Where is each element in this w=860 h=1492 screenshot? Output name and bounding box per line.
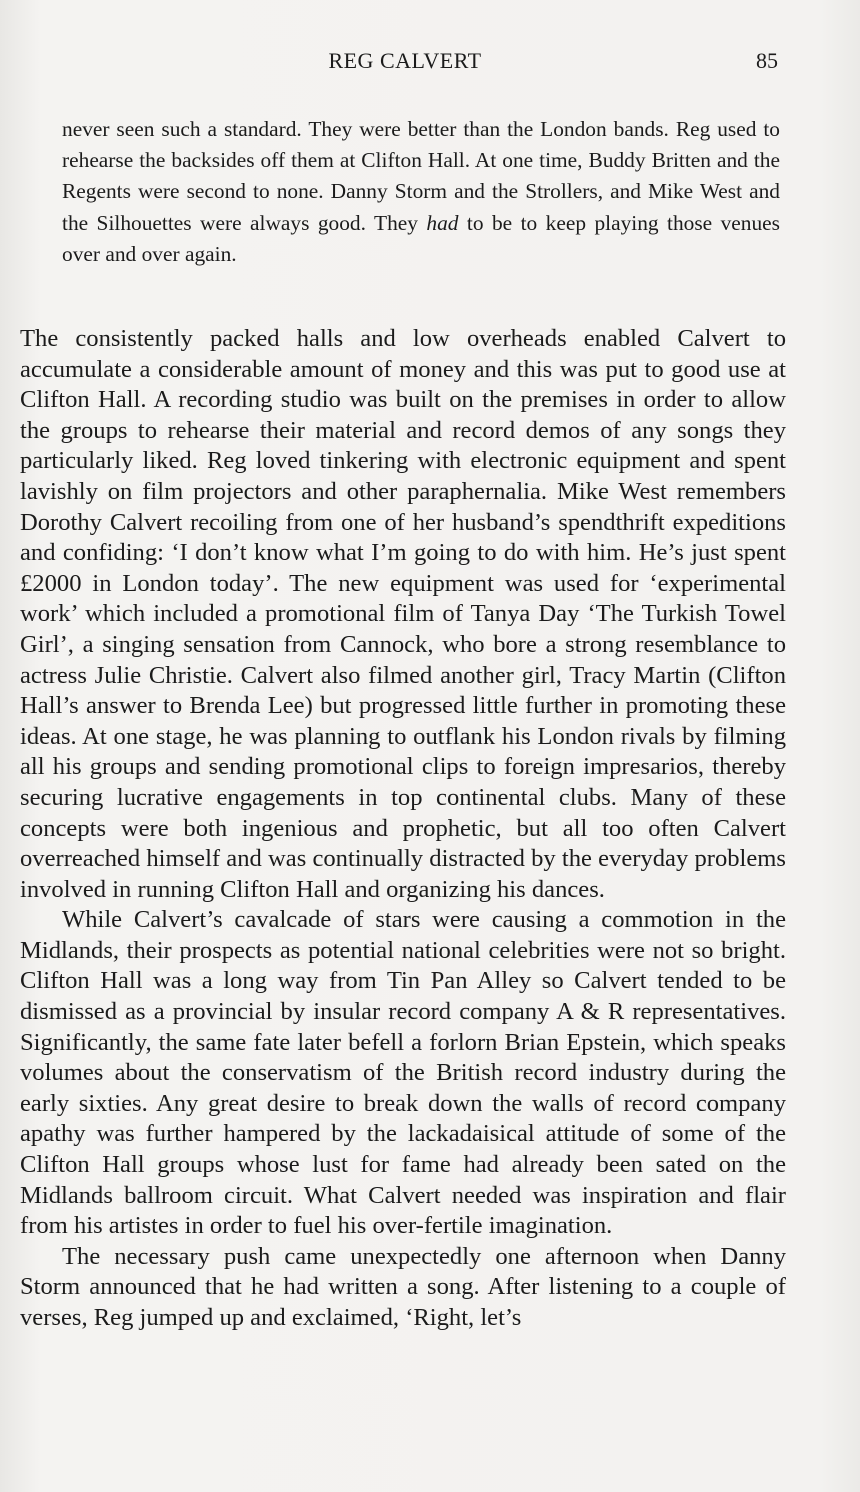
- quote-paragraph: [62, 114, 780, 270]
- page-header: [0, 48, 860, 78]
- body-text: [20, 324, 786, 1364]
- quote-text-end: to be to keep playing those venues over and over again.: [62, 210, 780, 266]
- running-head: REG CALVERT: [328, 48, 482, 73]
- quote-emphasis: had: [426, 210, 459, 235]
- paragraph-3: The necessary push came unexpectedly one afternoon when Danny Storm announced that he had written a song. After listening to a couple of verses, Reg jumped up and exclaimed, ‘Right, let’s: [20, 1242, 786, 1331]
- paragraph-1: The consistently packed halls and low overheads enabled Calvert to accumulate a considerable amount of money and this was put to good use at Clifton Hall. A recording studio was built on the premises in order to allow the groups to rehearse their material and record demos of any songs they particularly liked. Reg loved tinkering with electronic equipment and spent lavishly on film projectors and other paraphernalia. Mike West remembers Dorothy Calvert recoiling from one of her husband’s spendthrift expeditions and confiding: ‘I don’t know what I’m going to do with him. He’s just spent £2000 in London today’. The new equipment was used for ‘experimental work’ which included a promotional film of Tanya Day ‘The Turkish Towel Girl’, a singing sensation from Cannock, who bore a strong resemblance to actress Julie Christie. Calvert also filmed another girl, Tracy Martin (Clifton Hall’s answer to Brenda Lee) but progressed little further in promoting these ideas. At one stage, he was planning to outflank his London rivals by filming all his groups and sending promotional clips to foreign impresarios, thereby securing lucrative engagements in top continental clubs. Many of these concepts were both ingenious and prophetic, but all too often Calvert overreached himself and was continually distracted by the everyday problems involved in running Clifton Hall and organizing his dances.: [20, 325, 786, 903]
- block-quote: [62, 114, 780, 270]
- paragraph-2: While Calvert’s cavalcade of stars were causing a commotion in the Midlands, their prospects as potential national celebrities were not so bright. Clifton Hall was a long way from Tin Pan Alley so Calvert tended to be dismissed as a provincial by insular record company A & R representatives. Significantly, the same fate later befell a forlorn Brian Epstein, which speaks volumes about the conservatism of the British record industry during the early sixties. Any great desire to break down the walls of record company apathy was further hampered by the lackadaisical attitude of some of the Clifton Hall groups whose lust for fame had already been sated on the Midlands ballroom circuit. What Calvert needed was inspiration and flair from his artistes in order to fuel his over-fertile imagination.: [20, 906, 786, 1240]
- page-number: 85: [756, 48, 778, 73]
- quote-text-start: never seen such a standard. They were better than the London bands. Reg used to rehearse the backsides off them at Clifton Hall. At one time, Buddy Britten and the Regents were second to none. Danny Storm and the Strollers, and Mike West and the Silhouettes were always good. They: [62, 117, 780, 235]
